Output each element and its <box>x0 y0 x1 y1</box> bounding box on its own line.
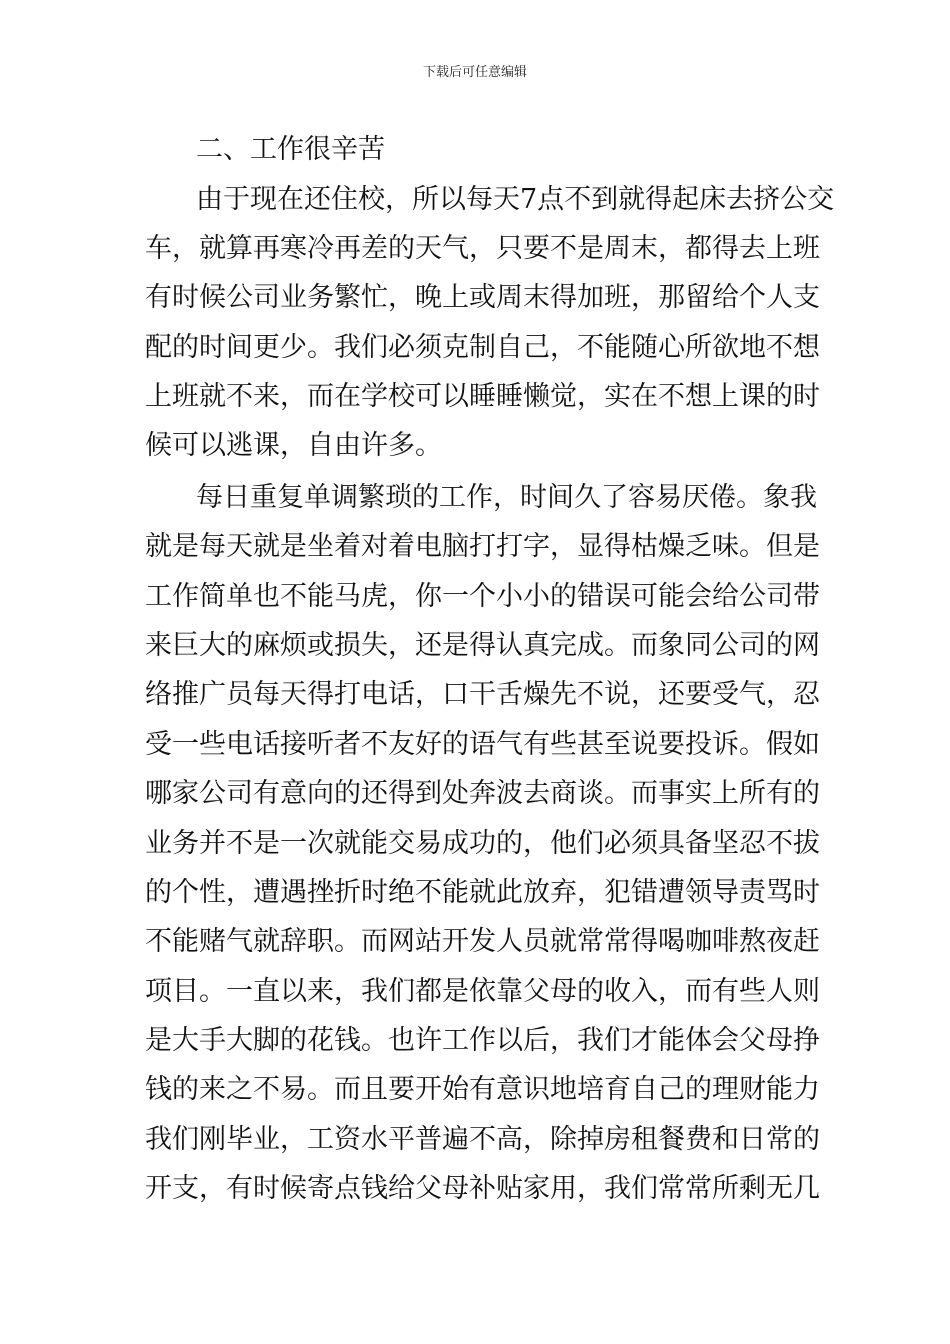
section-heading: 二、工作很辛苦 <box>196 134 385 165</box>
paragraph-line: 有时候公司业务繁忙，晚上或周末得加班，那留给个人支 <box>145 282 820 313</box>
page-header: 下载后可任意编辑 <box>422 65 527 80</box>
paragraph-line: 上班就不来，而在学校可以睡睡懒觉，实在不想上课的时 <box>145 381 820 412</box>
paragraph-line: 候可以逃课，自由许多。 <box>145 430 442 461</box>
paragraph-line: 来巨大的麻烦或损失，还是得认真完成。而象同公司的网 <box>145 630 820 661</box>
paragraph-line: 车，就算再寒冷再差的天气，只要不是周末，都得去上班 <box>145 233 820 264</box>
paragraph-line: 不能赌气就辞职。而网站开发人员就常常得喝咖啡熬夜赶 <box>145 926 820 957</box>
paragraph-line: 受一些电话接听者不友好的语气有些甚至说要投诉。假如 <box>145 729 820 760</box>
paragraph-line: 就是每天就是坐着对着电脑打打字，显得枯燥乏味。但是 <box>145 531 820 562</box>
paragraph-line: 是大手大脚的花钱。也许工作以后，我们才能体会父母挣 <box>145 1025 820 1056</box>
paragraph-line: 每日重复单调繁琐的工作，时间久了容易厌倦。象我 <box>196 482 817 513</box>
paragraph-line: 钱的来之不易。而且要开始有意识地培育自己的理财能力 <box>145 1074 820 1105</box>
paragraph-line: 业务并不是一次就能交易成功的，他们必须具备坚忍不拔 <box>145 828 820 859</box>
paragraph-line: 我们刚毕业，工资水平普遍不高，除掉房租餐费和日常的 <box>145 1124 820 1155</box>
paragraph-line: 配的时间更少。我们必须克制自己，不能随心所欲地不想 <box>145 332 820 363</box>
paragraph-line: 开支，有时候寄点钱给父母补贴家用，我们常常所剩无几 <box>145 1173 820 1204</box>
paragraph-line: 的个性，遭遇挫折时绝不能就此放弃，犯错遭领导责骂时 <box>145 877 820 908</box>
paragraph-line: 哪家公司有意向的还得到处奔波去商谈。而事实上所有的 <box>145 778 820 809</box>
paragraph-line: 由于现在还住校，所以每天7点不到就得起床去挤公交 <box>196 184 835 215</box>
paragraph-line: 络推广员每天得打电话，口干舌燥先不说，还要受气，忍 <box>145 679 820 710</box>
paragraph-line: 项目。一直以来，我们都是依靠父母的收入，而有些人则 <box>145 976 820 1007</box>
paragraph-line: 工作简单也不能马虎，你一个小小的错误可能会给公司带 <box>145 581 820 612</box>
